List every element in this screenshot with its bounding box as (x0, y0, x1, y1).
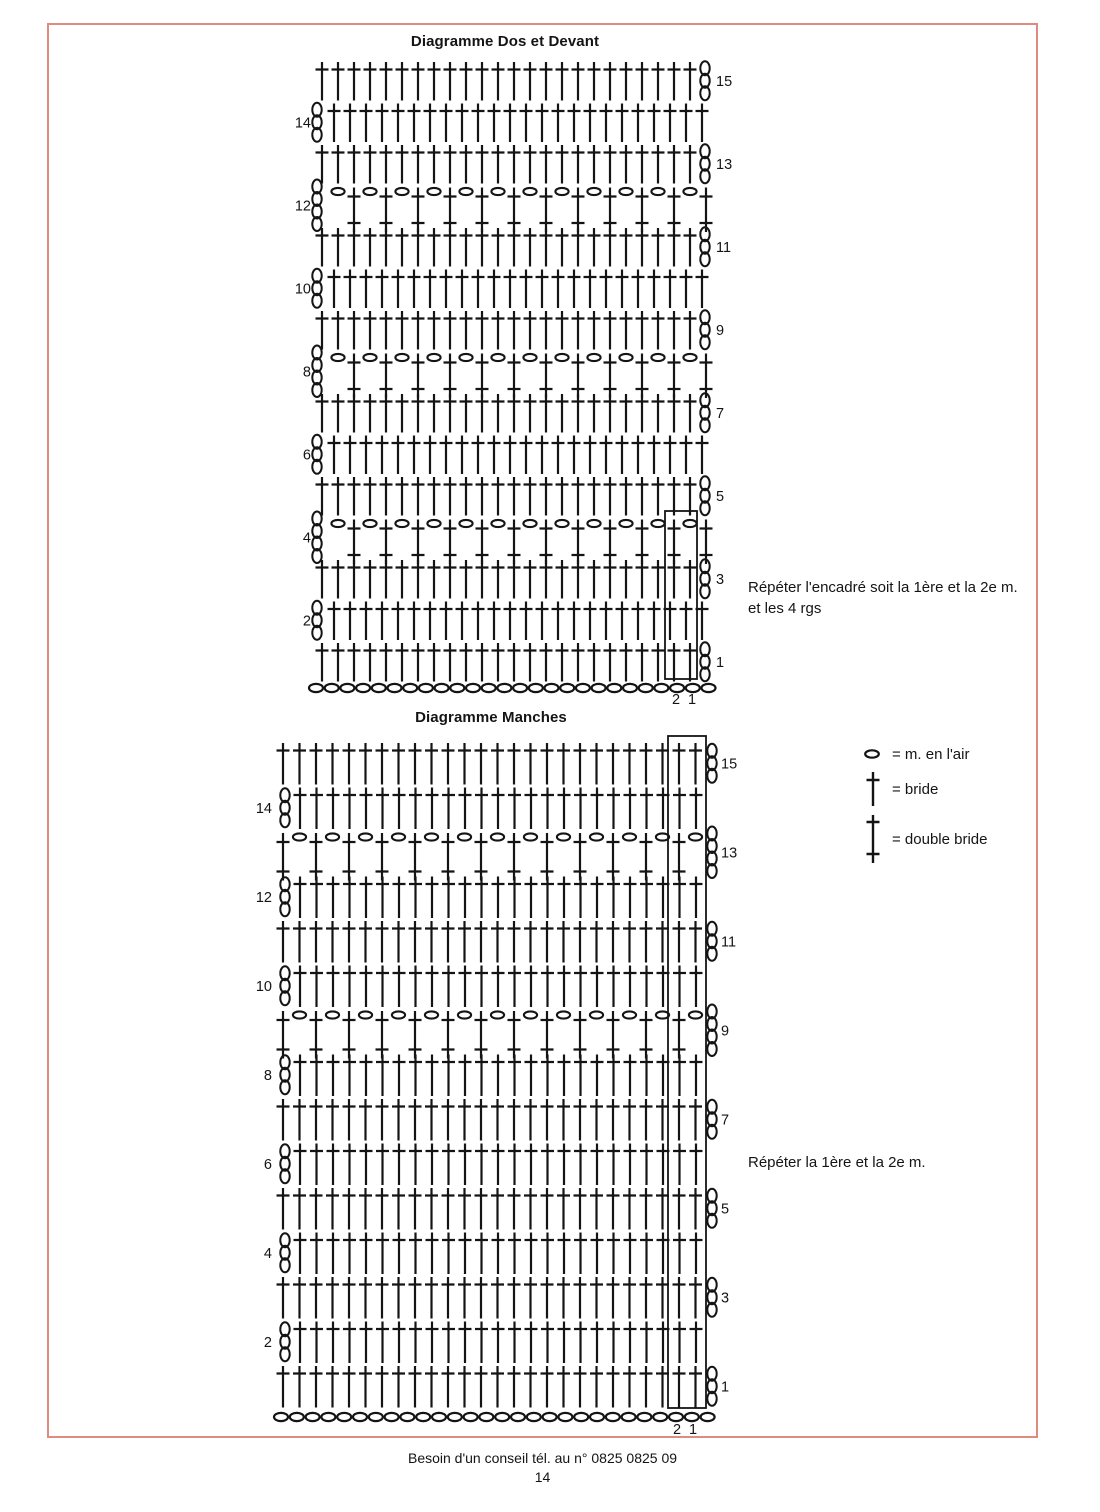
svg-text:4: 4 (302, 530, 311, 547)
repeat-annotation-manches (748, 1152, 1048, 1173)
svg-text:12: 12 (294, 198, 311, 215)
svg-text:14: 14 (255, 800, 272, 817)
footer-help-line: Besoin d'un conseil tél. au n° 0825 0825 09 (407, 1450, 678, 1466)
svg-text:5: 5 (716, 488, 725, 505)
svg-text:14: 14 (294, 115, 311, 132)
svg-text:7: 7 (716, 405, 725, 422)
svg-text:7: 7 (721, 1112, 730, 1129)
svg-text:3: 3 (716, 571, 725, 588)
svg-text:11: 11 (716, 239, 732, 256)
repeat-box (668, 736, 706, 1408)
svg-text:8: 8 (263, 1067, 272, 1084)
svg-text:6: 6 (263, 1156, 272, 1173)
svg-text:4: 4 (263, 1245, 272, 1262)
svg-text:3: 3 (721, 1290, 730, 1307)
svg-text:1: 1 (688, 1422, 698, 1438)
annotation-line-1: Répéter l'encadré soit la 1ère et la 2e m. (748, 579, 1018, 596)
repeat-box (665, 511, 697, 679)
legend-label-double-bride: = double bride (892, 830, 988, 848)
bride-icon (864, 770, 882, 808)
legend (862, 745, 988, 865)
svg-text:9: 9 (721, 1023, 730, 1040)
svg-text:1: 1 (721, 1379, 730, 1396)
svg-text:12: 12 (255, 889, 272, 906)
legend-label-chain: = m. en l'air (892, 745, 970, 763)
diagram-title-manches: Diagramme Manches (415, 709, 567, 726)
svg-text:1: 1 (687, 692, 697, 708)
svg-text:10: 10 (294, 281, 311, 298)
svg-text:2: 2 (672, 1422, 682, 1438)
svg-text:15: 15 (721, 756, 738, 773)
annotation-line-2: et les 4 rgs (748, 600, 822, 617)
svg-text:13: 13 (721, 845, 738, 862)
svg-text:2: 2 (671, 692, 681, 708)
legend-label-bride: = bride (892, 780, 939, 798)
annotation-line-1: Répéter la 1ère et la 2e m. (748, 1154, 926, 1171)
repeat-annotation-dos-devant (748, 577, 1048, 619)
legend-item-bride (862, 769, 988, 809)
svg-text:6: 6 (302, 447, 311, 464)
svg-text:5: 5 (721, 1201, 730, 1218)
chain-stitch-icon (862, 748, 882, 760)
diagram-title-dos-devant: Diagramme Dos et Devant (410, 33, 600, 50)
footer-page-number: 14 (534, 1469, 551, 1485)
svg-text:8: 8 (302, 364, 311, 381)
svg-text:2: 2 (302, 613, 311, 630)
svg-text:9: 9 (716, 322, 725, 339)
svg-text:10: 10 (255, 978, 272, 995)
crochet-chart-dos-devant (295, 61, 732, 708)
svg-text:15: 15 (716, 73, 733, 90)
svg-text:2: 2 (263, 1334, 272, 1351)
svg-text:1: 1 (716, 654, 725, 671)
legend-item-chain (862, 745, 988, 763)
svg-text:13: 13 (716, 156, 733, 173)
svg-text:11: 11 (721, 934, 737, 951)
legend-item-double-bride (862, 813, 988, 865)
double-bride-icon (864, 813, 882, 865)
crochet-chart-manches (256, 736, 737, 1438)
